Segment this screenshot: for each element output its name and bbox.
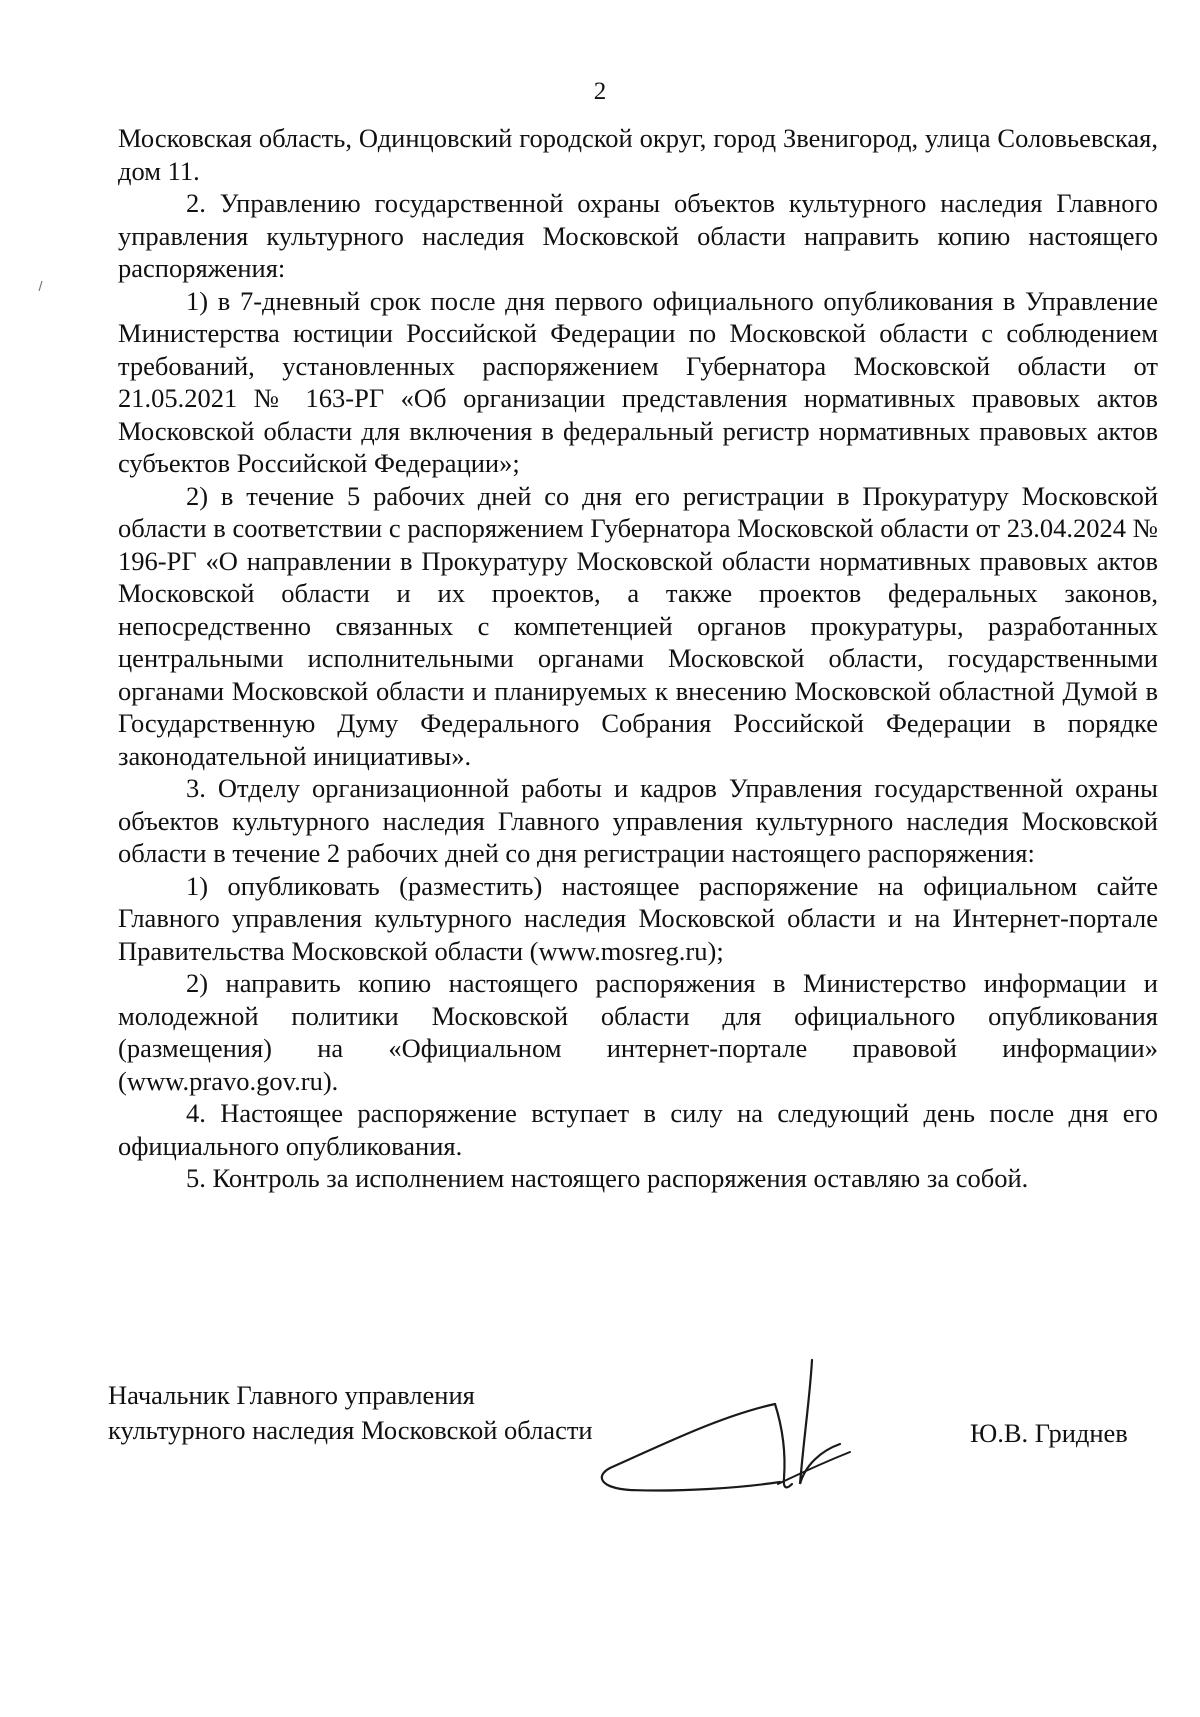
handwritten-signature-icon [600, 1356, 880, 1506]
scan-speck-icon [38, 280, 44, 292]
paragraph-item-2: 2. Управлению государственной охраны объектов культурного наследия Главного управления культурного наследия Московской области направить копию настоящего распоряжения: [118, 188, 1158, 283]
signatory-name: Ю.В. Гриднев [970, 1418, 1128, 1448]
paragraph-item-3-1: 1) опубликовать (разместить) настоящее распоряжение на официальном сайте Главного управления культурного наследия Московской области и на Интернет-портале Правительства Московской области (www.mosreg.ru); [118, 870, 1158, 966]
signatory-position [108, 1378, 593, 1448]
document-body [118, 122, 1158, 1195]
paragraph-item-3-2: 2) направить копию настоящего распоряжения в Министерство информации и молодежной политики Московской области для официального опубликования (размещения) на «Официальном интернет-портале правовой информации» (www.pravo.gov.ru). [118, 968, 1158, 1096]
paragraph-item-2-2: 2) в течение 5 рабочих дней со дня его регистрации в Прокуратуру Московской области в соответствии с распоряжением Губернатора Московской области от 23.04.2024 № 196-РГ «О направлении в Прокуратуру Московской области нормативных правовых актов Московской области и их проектов, а также проектов федеральных законов, непосредственно связанных с компетенцией органов прокуратуры, разработанных центральными исполнительными органами Московской области, государственными органами Московской области и планируемых к внесению Московской областной Думой в Государственную Думу Федерального Собрания Российской Федерации в порядке законодательной инициативы». [118, 480, 1158, 771]
paragraph-item-2-1: 1) в 7-дневный срок после дня первого официального опубликования в Управление Министерства юстиции Российской Федерации по Московской области с соблюдением требований, установленных распоряжением Губернатора Московской области от 21.05.2021 № 163-РГ «Об организации представления нормативных правовых актов Московской области для включения в федеральный регистр нормативных правовых актов субъектов Российской Федерации»; [118, 285, 1158, 478]
signatory-position-line1: Начальник Главного управления [108, 1380, 475, 1410]
paragraph-item-3: 3. Отделу организационной работы и кадров Управления государственной охраны объектов культурного наследия Главного управления культурного наследия Московской области в течение 2 рабочих дней со дня регистрации настоящего распоряжения: [118, 773, 1158, 868]
signatory-position-line2: культурного наследия Московской области [108, 1415, 593, 1445]
paragraph-item-4: 4. Настоящее распоряжение вступает в силу на следующий день после дня его официального опубликования. [118, 1098, 1158, 1161]
paragraph-item-5: 5. Контроль за исполнением настоящего распоряжения оставляю за собой. [186, 1163, 1029, 1193]
page-number: 2 [593, 78, 607, 105]
paragraph-address: Московская область, Одинцовский городской округ, город Звенигород, улица Соловьевская, дом 11. [118, 123, 1158, 186]
